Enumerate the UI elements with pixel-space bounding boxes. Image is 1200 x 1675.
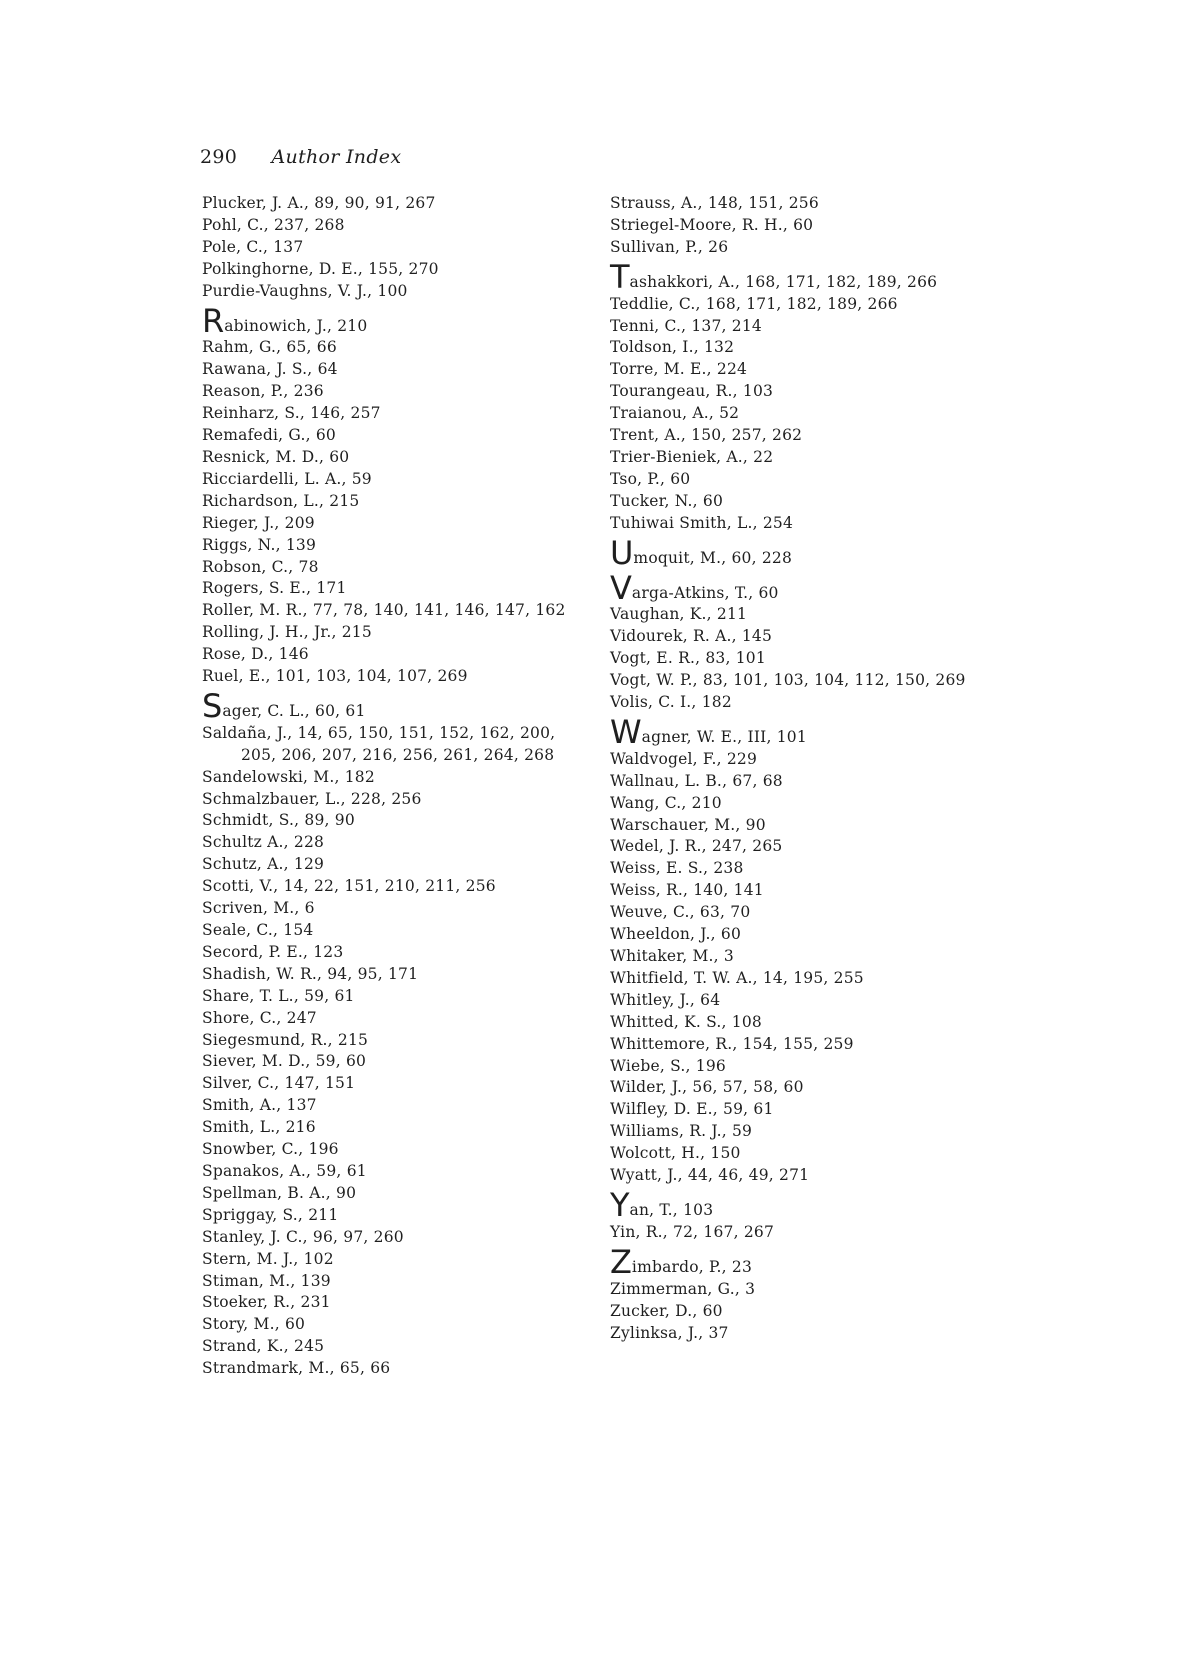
index-entry: Resnick, M. D., 60 [202,447,350,466]
index-entry: Seale, C., 154 [202,921,314,939]
index-entry: Striegel-Moore, R. H., 60 [610,215,814,234]
index-entry: Saldaña, J., 14, 65, 150, 151, 152, 162, 200, [202,723,556,742]
index-entry: Wedel, J. R., 247, 265 [610,837,783,856]
index-entry: Wyatt, J., 44, 46, 49, 271 [610,1166,810,1185]
index-entry: Trent, A., 150, 257, 262 [610,426,803,445]
index-entry: Wilfley, D. E., 59, 61 [610,1100,774,1119]
index-entry-first [610,1185,1030,1224]
index-entry: Whittemore, R., 154, 155, 259 [610,1034,854,1053]
index-entry: Wiebe, S., 196 [610,1056,726,1075]
index-entry: Vogt, E. R., 83, 101 [610,649,766,668]
section-letter: V [610,568,632,607]
index-entry: Weiss, R., 140, 141 [610,881,764,900]
index-entry: Vaughan, K., 211 [610,605,748,624]
index-entry: Tuhiwai Smith, L., 254 [610,513,794,532]
index-entry: Wolcott, H., 150 [610,1144,741,1163]
section-letter: Z [610,1242,632,1281]
index-entry: Spellman, B. A., 90 [202,1183,357,1202]
index-entry: Shore, C., 247 [202,1008,317,1027]
section-letter: W [610,712,642,751]
section-letter: U [610,533,634,572]
index-entry-first [610,712,1030,751]
index-entry: Smith, L., 216 [202,1118,316,1137]
running-head [200,146,401,168]
index-entry: Whitley, J., 64 [610,990,721,1009]
section-letter: Y [610,1185,630,1224]
index-entry: Warschauer, M., 90 [610,815,766,834]
index-entry: Traianou, A., 52 [610,404,740,423]
index-entry-first [610,257,1030,296]
index-entry: Rieger, J., 209 [202,513,315,532]
index-entry: Zylinksa, J., 37 [610,1323,729,1342]
index-entry: Schmidt, S., 89, 90 [202,811,355,830]
index-entry: Yin, R., 72, 167, 267 [610,1222,775,1241]
section-letter: S [202,686,223,725]
index-entry: Siegesmund, R., 215 [202,1030,369,1049]
index-group-t [610,257,1030,535]
index-entry-first [610,533,1030,572]
index-entry: Polkinghorne, D. E., 155, 270 [202,259,439,278]
index-group-y [610,1185,1030,1244]
index-group-p [202,193,622,303]
section-letter: T [610,257,630,296]
index-entry-first [202,686,622,725]
index-entry: Purdie-Vaughns, V. J., 100 [202,281,408,300]
index-entry-text: agner, W. E., III, 101 [641,727,807,746]
index-entry: Schmalzbauer, L., 228, 256 [202,789,422,808]
index-group-u [610,533,1030,572]
index-entry: Rolling, J. H., Jr., 215 [202,623,372,642]
index-entry: Shadish, W. R., 94, 95, 171 [202,964,419,983]
index-entry: Tenni, C., 137, 214 [610,316,762,335]
index-entry: Scriven, M., 6 [202,899,315,918]
index-entry-text: ashakkori, A., 168, 171, 182, 189, 266 [629,272,938,291]
index-entry: Silver, C., 147, 151 [202,1074,356,1093]
index-entry: Rose, D., 146 [202,645,309,664]
index-entry: Siever, M. D., 59, 60 [202,1052,367,1071]
index-entry: Scotti, V., 14, 22, 151, 210, 211, 256 [202,877,496,896]
index-entry: Wilder, J., 56, 57, 58, 60 [610,1078,804,1097]
index-entry: Share, T. L., 59, 61 [202,986,355,1005]
index-entry: Weuve, C., 63, 70 [610,903,751,922]
index-entry: Wheeldon, J., 60 [610,925,742,944]
index-entry: Zimmerman, G., 3 [610,1279,756,1298]
index-entry: Waldvogel, F., 229 [610,749,758,768]
index-column-right [610,193,1030,1344]
index-entry: Roller, M. R., 77, 78, 140, 141, 146, 147, 162 [202,601,566,620]
index-entry: Wallnau, L. B., 67, 68 [610,771,783,790]
index-entry: Spriggay, S., 211 [202,1205,339,1224]
index-entry: Ruel, E., 101, 103, 104, 107, 269 [202,667,468,686]
index-entry: Robson, C., 78 [202,557,319,576]
index-entry-text: ager, C. L., 60, 61 [222,701,366,720]
index-entry: Stanley, J. C., 96, 97, 260 [202,1227,404,1246]
index-entry: Smith, A., 137 [202,1096,317,1115]
index-entry: Ricciardelli, L. A., 59 [202,469,372,488]
index-entry: Toldson, I., 132 [610,338,735,357]
index-group-v [610,568,1030,714]
index-entry-first [610,568,1030,607]
index-entry: Pole, C., 137 [202,237,304,256]
index-entry: Strandmark, M., 65, 66 [202,1359,391,1378]
index-group-z [610,1242,1030,1345]
index-entry: Richardson, L., 215 [202,491,360,510]
index-entry-text: arga-Atkins, T., 60 [631,583,779,602]
index-entry-first [610,1242,1030,1281]
index-entry: Tourangeau, R., 103 [610,382,774,401]
index-entry: Stoeker, R., 231 [202,1293,331,1312]
index-entry: Plucker, J. A., 89, 90, 91, 267 [202,194,436,212]
index-entry: Stiman, M., 139 [202,1271,331,1290]
index-entry: Story, M., 60 [202,1315,306,1334]
index-entry-text: an, T., 103 [629,1200,714,1219]
index-entry: Pohl, C., 237, 268 [202,215,345,234]
index-entry: Weiss, E. S., 238 [610,859,744,878]
index-entry: Sullivan, P., 26 [610,237,729,256]
index-entry: Strand, K., 245 [202,1337,325,1356]
index-group-r [202,301,622,688]
index-entry: Vidourek, R. A., 145 [610,627,773,646]
index-entry-turnover: 205, 206, 207, 216, 256, 261, 264, 268 [241,745,555,764]
index-entry: Riggs, N., 139 [202,535,317,554]
index-entry-text: moquit, M., 60, 228 [633,548,793,567]
index-entry: Wang, C., 210 [610,793,722,812]
index-entry: Tso, P., 60 [610,469,691,488]
index-entry: Remafedi, G., 60 [202,426,336,445]
index-group-s-continued [610,193,1030,259]
page-title: Author Index [271,146,402,168]
index-entry: Tucker, N., 60 [610,491,724,510]
index-entry: Volis, C. I., 182 [610,693,732,712]
index-entry: Rogers, S. E., 171 [202,579,347,598]
index-entry-text: abinowich, J., 210 [224,316,368,335]
index-entry: Reinharz, S., 146, 257 [202,404,381,423]
index-column-left [202,193,622,1380]
section-letter: R [202,301,225,340]
index-entry: Schutz, A., 129 [202,855,325,874]
index-entry: Whitted, K. S., 108 [610,1012,762,1031]
index-entry: Whitaker, M., 3 [610,947,734,965]
index-entry: Trier-Bieniek, A., 22 [610,447,774,466]
page-number: 290 [200,146,238,168]
index-entry: Sandelowski, M., 182 [202,767,375,786]
index-entry-text: imbardo, P., 23 [631,1257,753,1276]
index-entry: Zucker, D., 60 [610,1301,723,1320]
index-entry: Schultz A., 228 [202,833,325,852]
index-entry: Reason, P., 236 [202,382,324,401]
index-group-w [610,712,1030,1187]
index-entry: Whitfield, T. W. A., 14, 195, 255 [610,968,864,987]
index-entry: Snowber, C., 196 [202,1140,339,1159]
index-entry: Rawana, J. S., 64 [202,360,338,379]
index-entry: Teddlie, C., 168, 171, 182, 189, 266 [610,294,898,313]
index-group-s [202,686,622,1380]
index-entry: Strauss, A., 148, 151, 256 [610,194,819,212]
index-entry: Stern, M. J., 102 [202,1249,334,1268]
index-entry: Vogt, W. P., 83, 101, 103, 104, 112, 150, 269 [610,671,966,690]
index-entry-first [202,301,622,340]
index-entry: Williams, R. J., 59 [610,1122,753,1141]
index-entry: Rahm, G., 65, 66 [202,338,337,357]
index-entry: Spanakos, A., 59, 61 [202,1161,367,1180]
index-entry: Secord, P. E., 123 [202,942,344,961]
index-entry: Torre, M. E., 224 [610,360,748,379]
